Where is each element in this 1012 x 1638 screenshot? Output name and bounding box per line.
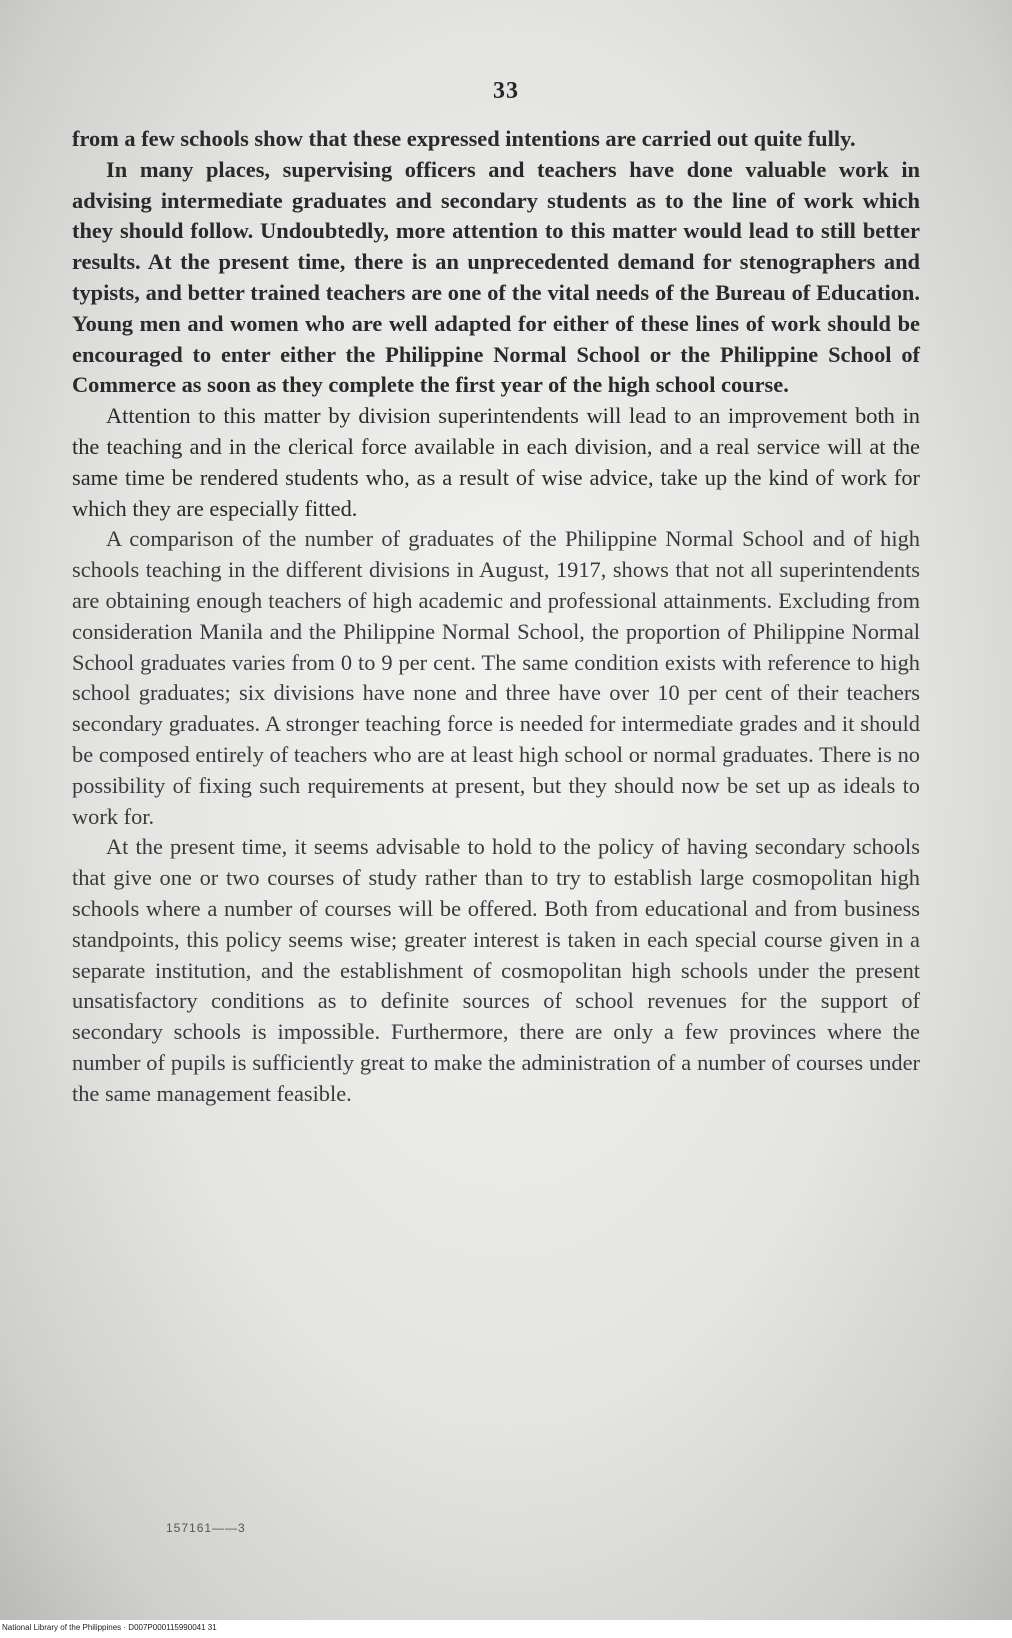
scan-footer — [0, 1620, 1012, 1638]
footer-caption: National Library of the Philippines · D007P000115990041 31 — [2, 1623, 217, 1632]
paragraph-4: A comparison of the number of graduates of the Philippine Normal School and of high schools teaching in the different divisions in August, 1917, shows that not all superintendents are obtaining enough teachers of high academic and professional attainments. Excluding from consideration Manila and the Philippine Normal School, the proportion of Philippine Normal School graduates varies from 0 to 9 per cent. The same condition exists with reference to high school graduates; six divisions have none and three have over 10 per cent of their teachers secondary graduates. A stronger teaching force is needed for intermediate grades and it should be composed entirely of teachers who are at least high school or normal graduates. There is no possibility of fixing such requirements at present, but they should now be set up as ideals to work for. — [72, 526, 920, 829]
printer-signature-code: 157161——3 — [166, 1521, 246, 1535]
page-number: 33 — [493, 78, 519, 104]
paragraph-3: Attention to this matter by division superintendents will lead to an improvement both in the teaching and in the clerical force available in each division, and a real service will at the same time be rendered students who, as a result of wise advice, take up the kind of work for which they are especially fitted. — [72, 403, 920, 521]
paragraph-1: from a few schools show that these expressed intentions are carried out quite fully. — [72, 126, 856, 151]
body-text — [72, 124, 920, 1110]
paragraph-2: In many places, supervising officers and teachers have done valuable work in advising intermediate graduates and secondary students as to the line of work which they should follow. Undoubtedly, more attention to this matter would lead to still better results. At the present time, there is an unprecedented demand for stenographers and typists, and better trained teachers are one of the vital needs of the Bureau of Education. Young men and women who are well adapted for either of these lines of work should be encouraged to enter either the Philippine Normal School or the Philippine School of Commerce as soon as they complete the first year of the high school course. — [72, 156, 920, 398]
paragraph-5: At the present time, it seems advisable to hold to the policy of having secondary schools that give one or two courses of study rather than to try to establish large cosmopolitan high schools where a number of courses will be offered. Both from educational and from business standpoints, this policy seems wise; greater interest is taken in each special course given in a separate institution, and the establishment of cosmopolitan high schools under the present unsatisfactory conditions as to definite sources of school revenues for the support of secondary schools is impossible. Furthermore, there are only a few provinces where the number of pupils is sufficiently great to make the administration of a number of courses under the same management feasible. — [72, 834, 920, 1106]
